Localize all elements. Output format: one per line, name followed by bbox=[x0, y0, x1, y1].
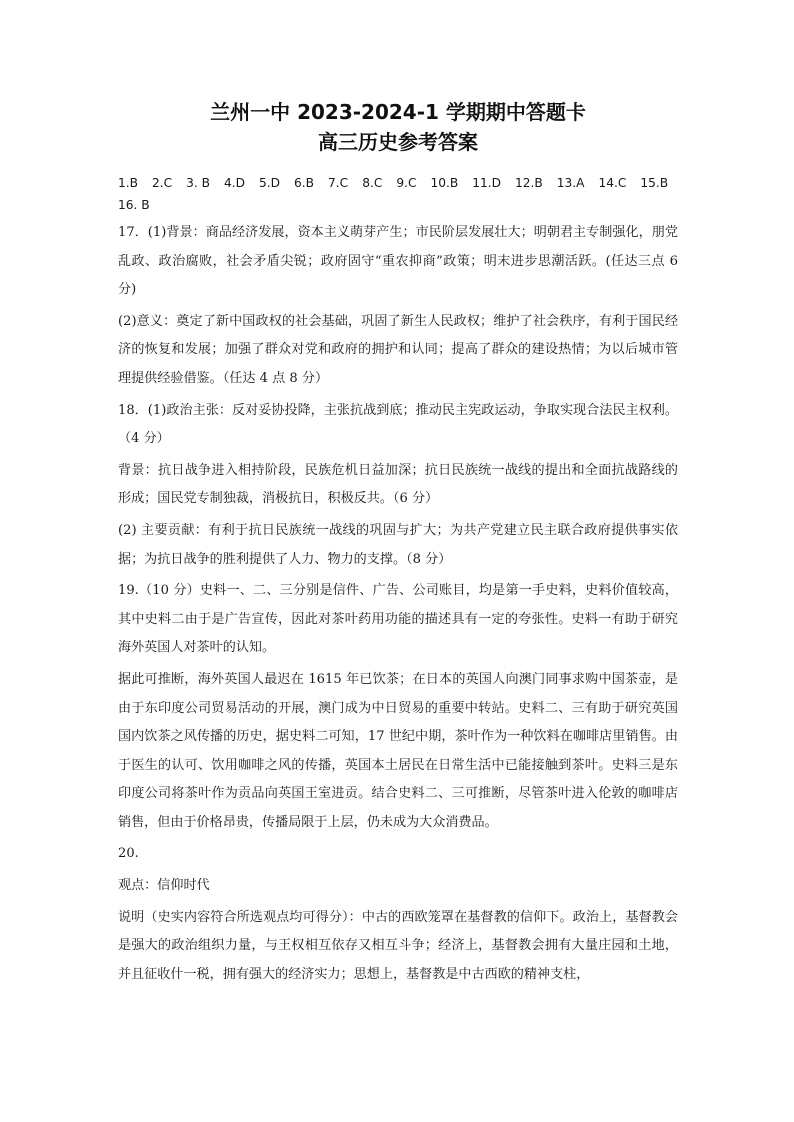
choice-answer: 6.B bbox=[294, 176, 315, 190]
document-title: 兰州一中 2023-2024-1 学期期中答题卡 bbox=[210, 100, 586, 124]
choice-answer: 3. B bbox=[186, 176, 211, 190]
q20-explanation: 说明（史实内容符合所选观点均可得分）：中古的西欧笼罩在基督教的信仰下。政治上，基督教会是强大的政治组织力量，与王权相互依存又相互斗争；经济上，基督教会拥有大量庄园和土地，并且征收什一税，拥有强大的经济实力；思想上，基督教是中古西欧的精神支柱， bbox=[118, 909, 678, 982]
choice-answers-row-1 bbox=[118, 176, 668, 190]
document-subtitle: 高三历史参考答案 bbox=[318, 130, 478, 154]
choice-answer: 7.C bbox=[328, 176, 349, 190]
choice-answer: 12.B bbox=[515, 176, 543, 190]
choice-answer: 1.B bbox=[118, 176, 138, 190]
choice-answer: 11.D bbox=[472, 176, 501, 190]
choice-answer: 13.A bbox=[556, 176, 585, 190]
choice-answer: 14.C bbox=[598, 176, 627, 190]
choice-answers bbox=[118, 172, 678, 216]
choice-answer: 8.C bbox=[362, 176, 383, 190]
q20-label: 20. bbox=[118, 846, 139, 862]
q18-background: 背景：抗日战争进入相持阶段，民族危机日益加深；抗日民族统一战线的提出和全面抗战路线的形成；国民党专制独裁，消极抗日，积极反共。（6 分） bbox=[118, 462, 678, 507]
q18-part1: 18．(1)政治主张：反对妥协投降，主张抗战到底；推动民主宪政运动，争取实现合法民主权利。（4 分） bbox=[118, 402, 678, 447]
q20-viewpoint: 观点：信仰时代 bbox=[118, 878, 210, 894]
choice-answer: 10.B bbox=[430, 176, 459, 190]
choice-answer: 16. B bbox=[118, 198, 150, 212]
choice-answer: 2.C bbox=[152, 176, 173, 190]
choice-answer: 15.B bbox=[640, 176, 669, 190]
choice-answer: 9.C bbox=[396, 176, 417, 190]
q19-part2: 据此可推断，海外英国人最迟在 1615 年已饮茶；在日本的英国人向澳门同事求购中国茶壶，是由于东印度公司贸易活动的开展，澳门成为中日贸易的重要中转站。史料二、三有助于研究英国国内饮茶之风传播的历史，据史料二可知，17 世纪中期，茶叶作为一种饮料在咖啡店里销售。由于医生的认可、饮用咖啡之风的传播，英国本土居民在日常生活中已能接触到茶叶。史料三是东印度公司将茶叶作为贡品向英国王室进贡。结合史料二、三可推断，尽管茶叶进入伦敦的咖啡店销售，但由于价格昂贵，传播局限于上层，仍未成为大众消费品。 bbox=[118, 671, 678, 830]
document-page bbox=[118, 98, 678, 989]
choice-answer: 5.D bbox=[259, 176, 281, 190]
q17-part1: 17．(1)背景：商品经济发展，资本主义萌芽产生；市民阶层发展壮大；明朝君主专制强化，朋党乱政、政治腐败，社会矛盾尖锐；政府固守“重农抑商”政策；明末进步思潮活跃。(任达三点 6 分) bbox=[118, 225, 678, 298]
q17-part2: (2)意义：奠定了新中国政权的社会基础，巩固了新生人民政权；维护了社会秩序，有利于国民经济的恢复和发展；加强了群众对党和政府的拥护和认同；提高了群众的建设热情；为以后城市管理提供经验借鉴。（任达 4 点 8 分） bbox=[118, 313, 678, 386]
q19-part1: 19.（10 分）史料一、二、三分别是信件、广告、公司账目，均是第一手史料，史料价值较高，其中史料二由于是广告宣传，因此对茶叶药用功能的描述具有一定的夸张性。史料一有助于研究海外英国人对茶叶的认知。 bbox=[118, 583, 678, 656]
q18-part2: (2) 主要贡献：有利于抗日民族统一战线的巩固与扩大；为共产党建立民主联合政府提供事实依据；为抗日战争的胜利提供了人力、物力的支撑。（8 分） bbox=[118, 522, 678, 567]
choice-answers-row-2 bbox=[118, 194, 678, 216]
choice-answer: 4.D bbox=[224, 176, 246, 190]
